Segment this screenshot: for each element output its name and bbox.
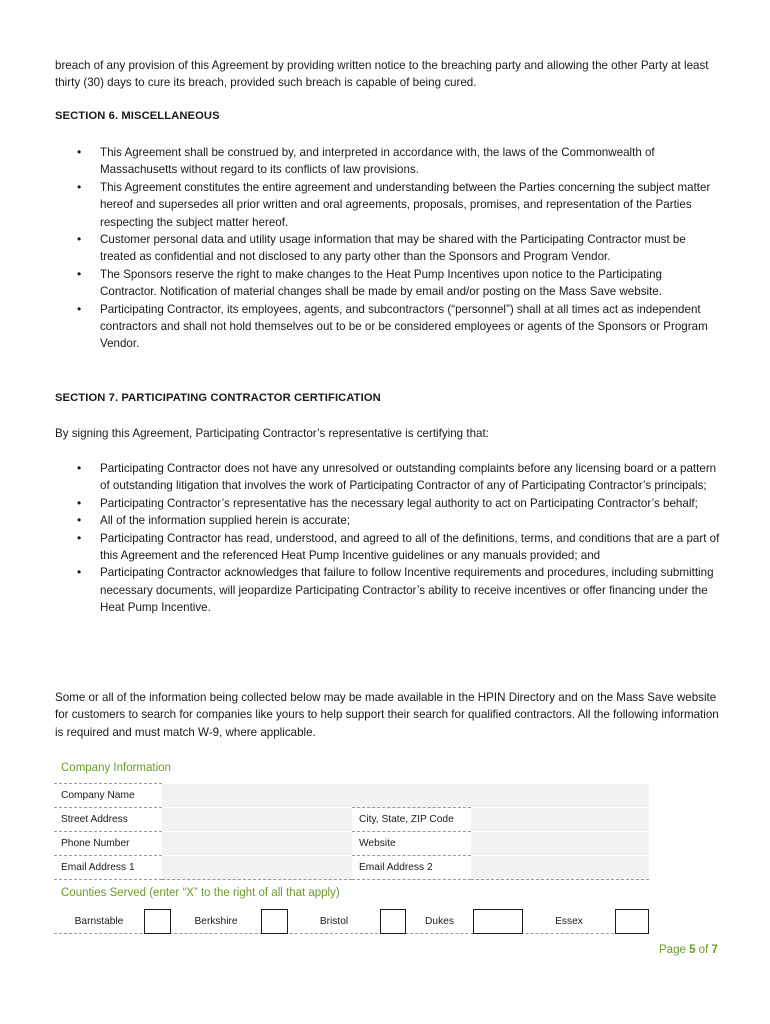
list-item: • The Sponsors reserve the right to make changes to the Heat Pump Incentives upon notice to the Participating Contractor. Notification of material changes shall be made by email and/or posting on the Mass Save website. xyxy=(55,266,720,301)
of-word: of xyxy=(698,944,709,956)
county-checkbox-dukes[interactable] xyxy=(473,909,523,934)
intro-paragraph: breach of any provision of this Agreement by providing written notice to the breaching party and allowing the other Party at least thirty (30) days to cure its breach, provided such breach is capable of being cured. xyxy=(55,59,709,90)
city-state-zip-field[interactable] xyxy=(471,808,649,832)
email1-label: Email Address 1 xyxy=(54,856,162,880)
table-row xyxy=(54,832,649,856)
email2-field[interactable] xyxy=(471,856,649,880)
website-field[interactable] xyxy=(471,832,649,856)
county-checkbox-barnstable[interactable] xyxy=(144,909,171,934)
page-word: Page xyxy=(659,944,686,956)
list-item: • Participating Contractor acknowledges that failure to follow Incentive requirements and procedures, including submitting necessary documents, will jeopardize Participating Contractor’s ability to receive incentives or offer financing under the Heat Pump Incentive. xyxy=(55,564,720,616)
county-checkbox-essex[interactable] xyxy=(615,909,649,934)
section6-list xyxy=(55,144,720,353)
county-name: Essex xyxy=(555,915,583,927)
counties-row xyxy=(54,909,649,934)
county-checkbox-berkshire[interactable] xyxy=(261,909,288,934)
county-checkbox-bristol[interactable] xyxy=(380,909,406,934)
company-info-label: Company Information xyxy=(61,762,171,774)
company-info-table xyxy=(54,783,649,880)
county-name: Dukes xyxy=(425,915,454,927)
section6-heading: SECTION 6. MISCELLANEOUS xyxy=(55,110,220,122)
page-number xyxy=(659,944,718,956)
list-item: • Participating Contractor does not have any unresolved or outstanding complaints before any licensing board or a pattern of outstanding litigation that involves the work of Participating Contractor of any of Participating Contractor’s principals; xyxy=(55,460,720,495)
section7-list xyxy=(55,460,720,617)
list-item: • This Agreement constitutes the entire agreement and understanding between the Parties concerning the subject matter hereof and supersedes all prior written and oral agreements, proposals, promises, and representation of the Parties respecting the subject matter hereof. xyxy=(55,179,720,231)
email2-label: Email Address 2 xyxy=(352,856,471,880)
table-row xyxy=(54,808,649,832)
website-label: Website xyxy=(352,832,471,856)
closing-paragraph: Some or all of the information being collected below may be made available in the HPIN Directory and on the Mass Save website for customers to search for companies like yours to help support their search for qualified contractors. All the following information is required and must match W-9, where applicable. xyxy=(55,691,719,739)
county-name: Berkshire xyxy=(194,915,238,927)
company-name-label: Company Name xyxy=(54,784,162,808)
list-item: • This Agreement shall be construed by, and interpreted in accordance with, the laws of the Commonwealth of Massachusetts without regard to its conflicts of law provisions. xyxy=(55,144,720,179)
section7-lead: By signing this Agreement, Participating Contractor’s representative is certifying that: xyxy=(55,427,489,440)
street-address-field[interactable] xyxy=(162,808,352,832)
city-state-zip-label: City, State, ZIP Code xyxy=(352,808,471,832)
section7-heading: SECTION 7. PARTICIPATING CONTRACTOR CERTIFICATION xyxy=(55,392,381,404)
county-name: Barnstable xyxy=(74,915,124,927)
list-item: • All of the information supplied herein is accurate; xyxy=(55,512,720,529)
table-row xyxy=(54,856,649,880)
list-item: • Participating Contractor, its employees, agents, and subcontractors (“personnel”) shall at all times act as independent contractors and shall not hold themselves out to be or be considered employees or agents of the Sponsors or Program Vendor. xyxy=(55,301,720,353)
list-item: • Customer personal data and utility usage information that may be shared with the Participating Contractor must be treated as confidential and not disclosed to any party other than the Sponsors and Program Vendor. xyxy=(55,231,720,266)
phone-number-label: Phone Number xyxy=(54,832,162,856)
street-address-label: Street Address xyxy=(54,808,162,832)
list-item: • Participating Contractor has read, understood, and agreed to all of the definitions, terms, and conditions that are a part of this Agreement and the referenced Heat Pump Incentive guidelines or any manuals provided; and xyxy=(55,530,720,565)
total-pages: 7 xyxy=(711,944,718,956)
current-page: 5 xyxy=(689,944,696,956)
list-item: • Participating Contractor’s representative has the necessary legal authority to act on Participating Contractor’s behalf; xyxy=(55,495,720,512)
phone-number-field[interactable] xyxy=(162,832,352,856)
company-name-field[interactable] xyxy=(162,784,649,808)
county-name: Bristol xyxy=(319,915,349,927)
counties-label: Counties Served (enter “X” to the right of all that apply) xyxy=(61,887,340,899)
table-row xyxy=(54,784,649,808)
email1-field[interactable] xyxy=(162,856,352,880)
